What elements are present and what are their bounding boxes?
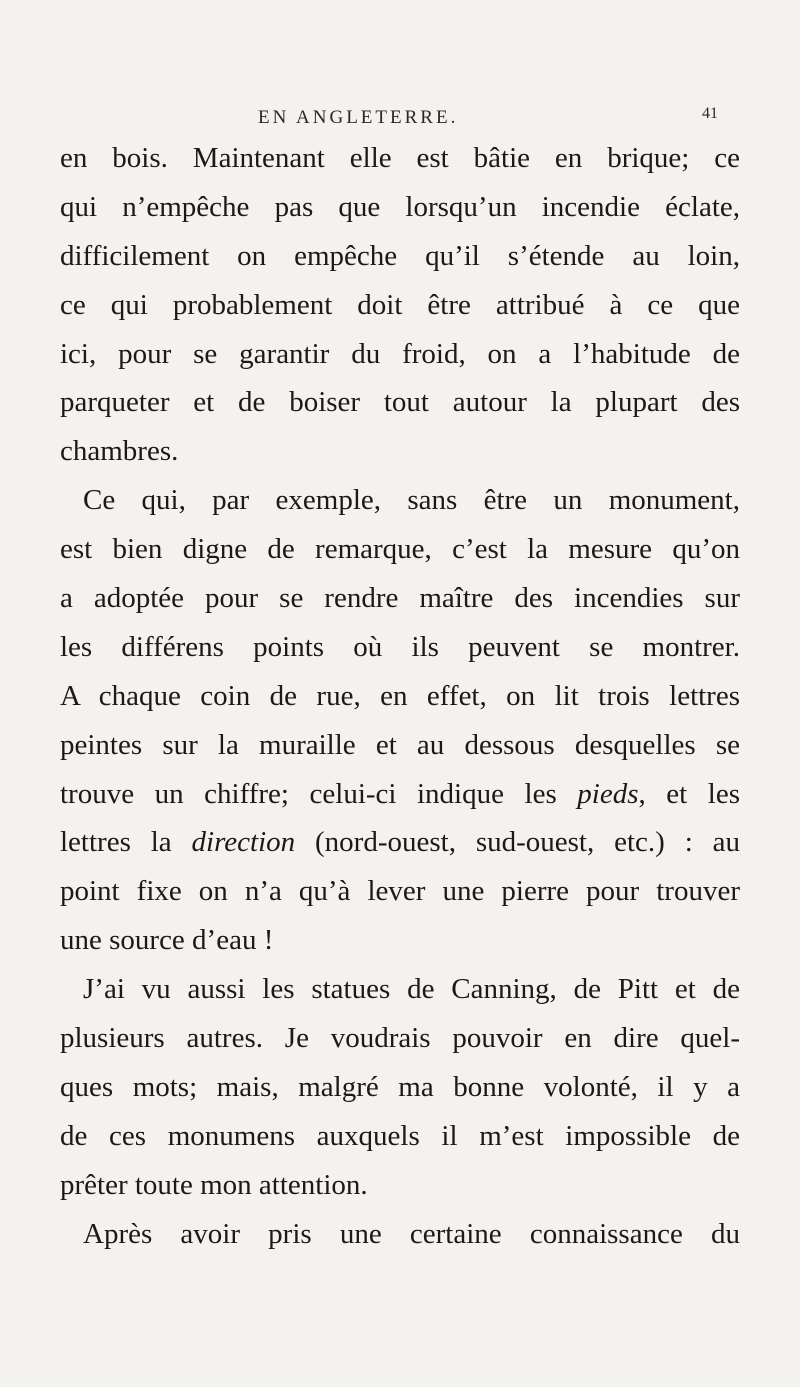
text-line: point fixe on n’a qu’à lever une pierre pour trouver (60, 875, 740, 908)
text-segment: lettres la (60, 826, 192, 859)
running-title: EN ANGLETERRE. (258, 107, 459, 128)
text-segment: trouve un chiffre; celui-ci indique les (60, 777, 578, 810)
italic-word: pieds (577, 777, 639, 810)
text-line-with-italic (60, 818, 740, 867)
text-line: ques mots; mais, malgré ma bonne volonté, il y a (60, 1070, 740, 1103)
text-line-with-italic (60, 770, 740, 819)
text-line: les différens points où ils peuvent se montrer. (60, 630, 740, 663)
text-line: a adoptée pour se rendre maître des incendies sur (60, 582, 740, 615)
paragraph-start-line: Après avoir pris une certaine connaissance du (83, 1217, 740, 1250)
paragraph-start-line: Ce qui, par exemple, sans être un monument, (83, 484, 740, 517)
text-line: qui n’empêche pas que lorsqu’un incendie éclate, (60, 190, 740, 223)
paragraph-end-line: une source d’eau ! (60, 924, 274, 957)
text-line: ici, pour se garantir du froid, on a l’habitude de (60, 337, 740, 370)
body-text (60, 134, 740, 1258)
text-line: plusieurs autres. Je voudrais pouvoir en dire quel- (60, 1022, 740, 1055)
text-line: A chaque coin de rue, en effet, on lit trois lettres (60, 679, 740, 712)
page-number: 41 (702, 105, 718, 122)
text-segment: , et les (638, 777, 740, 810)
paragraph-end-line: prêter toute mon attention. (60, 1168, 368, 1201)
running-head (60, 107, 740, 131)
text-line: en bois. Maintenant elle est bâtie en brique; ce (60, 142, 740, 174)
text-line: de ces monumens auxquels il m’est impossible de (60, 1119, 740, 1152)
italic-word: direction (191, 826, 296, 859)
paragraph-end-line: chambres. (60, 435, 179, 468)
text-line: est bien digne de remarque, c’est la mesure qu’on (60, 533, 740, 566)
text-line: ce qui probablement doit être attribué à ce que (60, 288, 740, 321)
paragraph-start-line: J’ai vu aussi les statues de Canning, de Pitt et de (83, 973, 740, 1006)
text-segment: (nord-ouest, sud-ouest, etc.) : au (295, 826, 740, 859)
text-line: difficilement on empêche qu’il s’étende au loin, (60, 239, 740, 272)
text-line: peintes sur la muraille et au dessous desquelles se (60, 728, 740, 761)
text-line: parqueter et de boiser tout autour la plupart des (60, 386, 740, 419)
